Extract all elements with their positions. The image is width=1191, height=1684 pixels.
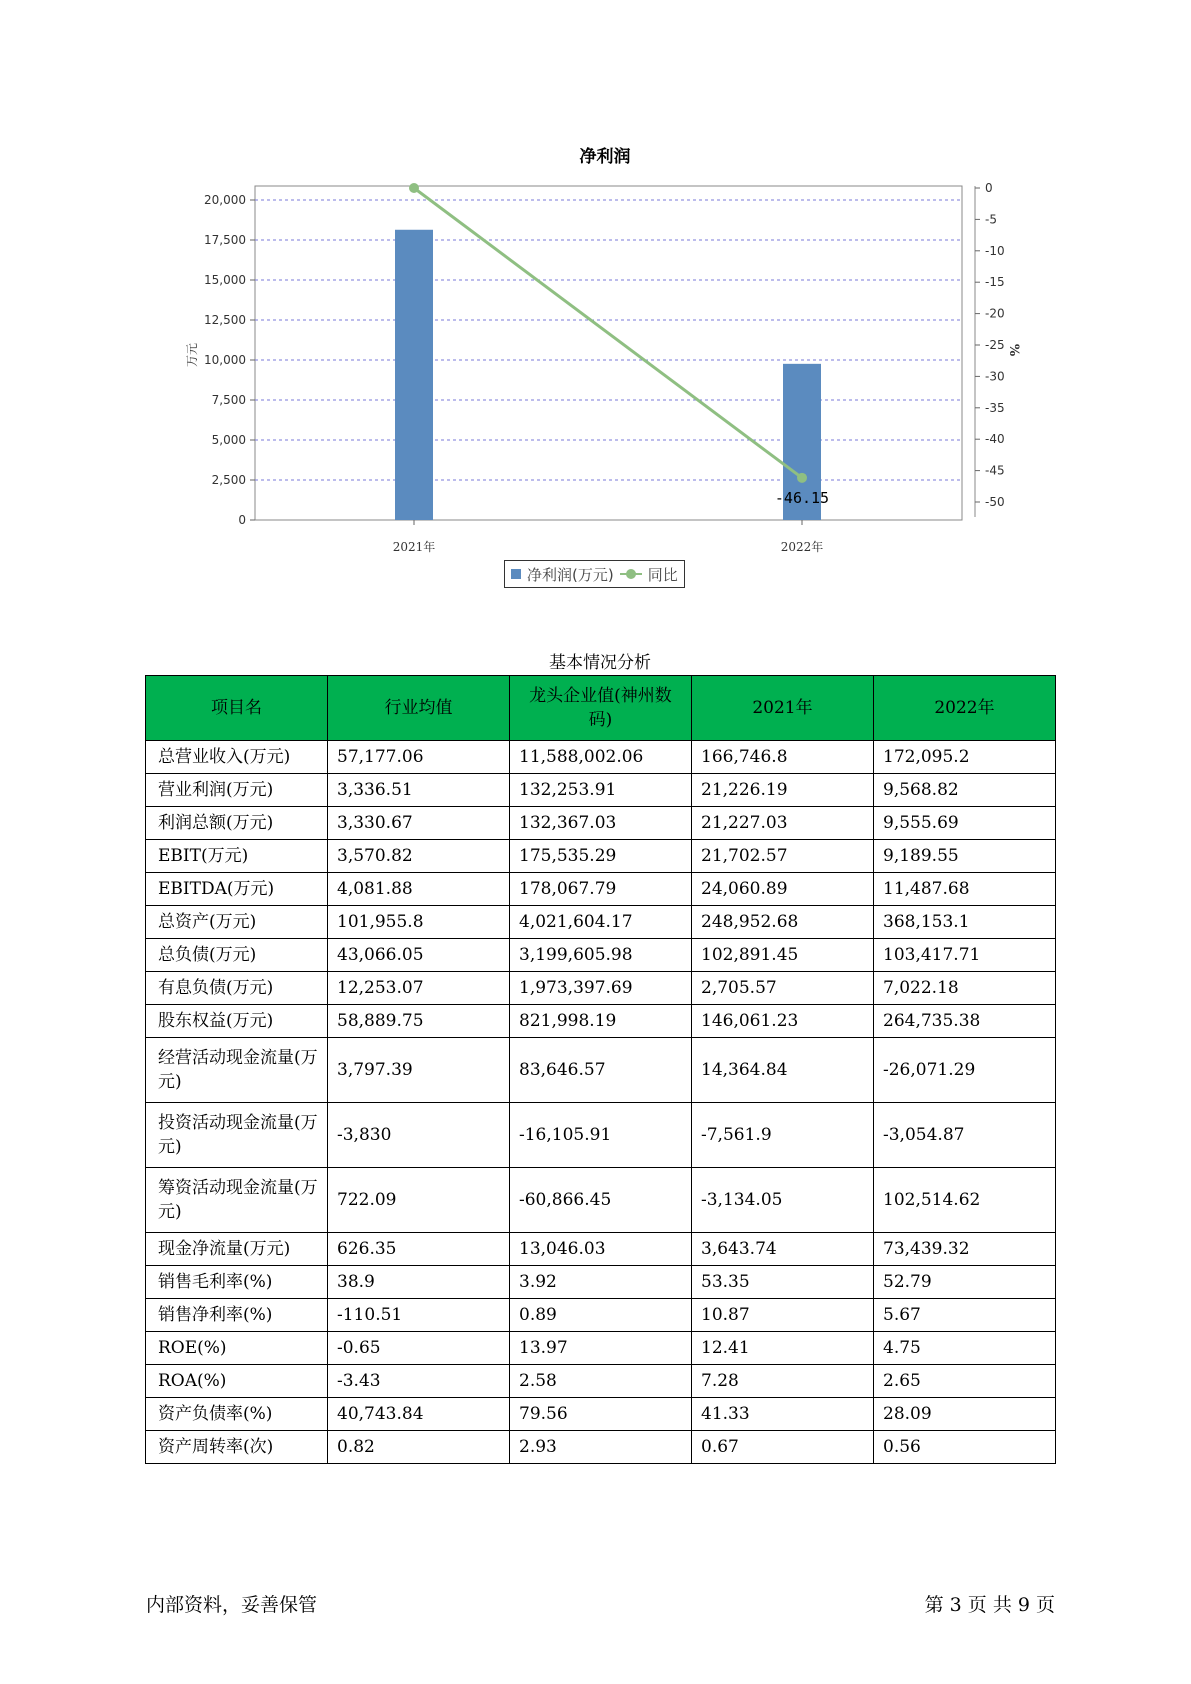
row-value: 5.67 (874, 1299, 1056, 1332)
row-value: 9,568.82 (874, 774, 1056, 807)
table-row (146, 1299, 1056, 1332)
right-tick-label: -10 (985, 243, 1005, 258)
right-tick-label: 0 (985, 181, 993, 195)
row-value: 248,952.68 (692, 906, 874, 939)
row-value: 9,555.69 (874, 807, 1056, 840)
right-tick-label: -40 (985, 432, 1005, 447)
left-tick-label: 0 (238, 513, 246, 527)
row-label: 销售净利率(%) (146, 1299, 328, 1332)
row-value: 24,060.89 (692, 873, 874, 906)
table-row (146, 906, 1056, 939)
table-row (146, 1168, 1056, 1233)
right-tick-label: -25 (985, 338, 1005, 352)
left-tick-label: 5,000 (211, 433, 246, 447)
legend-line-swatch (620, 568, 642, 580)
row-value: 0.67 (692, 1431, 874, 1464)
row-value: -16,105.91 (510, 1103, 692, 1168)
right-tick-label: -50 (985, 495, 1005, 509)
row-value: 264,735.38 (874, 1005, 1056, 1038)
table-row (146, 774, 1056, 807)
left-tick-label: 17,500 (204, 233, 246, 247)
row-label: 总营业收入(万元) (146, 741, 328, 774)
row-value: 166,746.8 (692, 741, 874, 774)
header-leader-value: 龙头企业值(神州数码) (510, 676, 692, 741)
data-label: -46.15 (774, 488, 830, 507)
x-tick-label: 2022年 (780, 540, 824, 554)
row-value: 7,022.18 (874, 972, 1056, 1005)
row-value: 2.93 (510, 1431, 692, 1464)
legend-bar-swatch (511, 569, 521, 579)
row-value: 0.82 (328, 1431, 510, 1464)
row-label: 投资活动现金流量(万元) (146, 1103, 328, 1168)
chart-legend (504, 560, 685, 588)
table-row (146, 1233, 1056, 1266)
row-value: 3,336.51 (328, 774, 510, 807)
row-value: 132,253.91 (510, 774, 692, 807)
row-value: 102,514.62 (874, 1168, 1056, 1233)
legend-line-label: 同比 (647, 565, 678, 584)
table-header-row (146, 676, 1056, 741)
row-value: 172,095.2 (874, 741, 1056, 774)
table-row (146, 873, 1056, 906)
row-label: ROE(%) (146, 1332, 328, 1365)
row-value: 3.92 (510, 1266, 692, 1299)
net-profit-chart (0, 0, 1191, 600)
row-label: 总资产(万元) (146, 906, 328, 939)
chart-canvas (0, 0, 1191, 600)
row-value: -3,134.05 (692, 1168, 874, 1233)
row-value: 4,021,604.17 (510, 906, 692, 939)
row-label: 利润总额(万元) (146, 807, 328, 840)
footer-page-number: 第 3 页 共 9 页 (924, 1594, 1055, 1616)
row-value: 3,797.39 (328, 1038, 510, 1103)
table-row (146, 807, 1056, 840)
row-value: 52.79 (874, 1266, 1056, 1299)
table-row (146, 840, 1056, 873)
row-value: 4,081.88 (328, 873, 510, 906)
table-row (146, 1038, 1056, 1103)
row-label: 营业利润(万元) (146, 774, 328, 807)
table-row (146, 1266, 1056, 1299)
row-label: 资产周转率(次) (146, 1431, 328, 1464)
row-value: 3,199,605.98 (510, 939, 692, 972)
row-value: 13.97 (510, 1332, 692, 1365)
row-value: 41.33 (692, 1398, 874, 1431)
row-label: 销售毛利率(%) (146, 1266, 328, 1299)
left-tick-label: 20,000 (204, 193, 246, 207)
row-label: 经营活动现金流量(万元) (146, 1038, 328, 1103)
row-value: 43,066.05 (328, 939, 510, 972)
row-value: -3,054.87 (874, 1103, 1056, 1168)
row-label: 筹资活动现金流量(万元) (146, 1168, 328, 1233)
row-value: -26,071.29 (874, 1038, 1056, 1103)
basic-analysis-table (145, 675, 1056, 1464)
row-value: -3.43 (328, 1365, 510, 1398)
header-item-name: 项目名 (146, 676, 328, 741)
row-label: 有息负债(万元) (146, 972, 328, 1005)
right-tick-label: -35 (985, 400, 1005, 415)
table-row (146, 1398, 1056, 1431)
row-value: 368,153.1 (874, 906, 1056, 939)
table-row (146, 1005, 1056, 1038)
bar (395, 230, 433, 520)
row-value: 14,364.84 (692, 1038, 874, 1103)
left-tick-label: 12,500 (204, 313, 246, 327)
row-value: 21,702.57 (692, 840, 874, 873)
table-caption: 基本情况分析 (549, 653, 651, 673)
row-value: 722.09 (328, 1168, 510, 1233)
row-label: EBITDA(万元) (146, 873, 328, 906)
row-value: 7.28 (692, 1365, 874, 1398)
row-value: 3,643.74 (692, 1233, 874, 1266)
left-tick-label: 2,500 (211, 473, 246, 487)
line-point (409, 183, 419, 193)
row-value: 79.56 (510, 1398, 692, 1431)
row-value: 73,439.32 (874, 1233, 1056, 1266)
row-value: -110.51 (328, 1299, 510, 1332)
row-value: 0.56 (874, 1431, 1056, 1464)
row-label: 现金净流量(万元) (146, 1233, 328, 1266)
left-tick-label: 15,000 (204, 273, 246, 287)
chart-title: 净利润 (579, 147, 631, 167)
left-axis-label: 万元 (185, 342, 199, 368)
row-label: ROA(%) (146, 1365, 328, 1398)
table-row (146, 1431, 1056, 1464)
header-industry-avg: 行业均值 (328, 676, 510, 741)
row-value: 1,973,397.69 (510, 972, 692, 1005)
row-value: 38.9 (328, 1266, 510, 1299)
row-value: 83,646.57 (510, 1038, 692, 1103)
row-value: 2.65 (874, 1365, 1056, 1398)
right-tick-label: -5 (985, 212, 997, 227)
row-value: 9,189.55 (874, 840, 1056, 873)
row-value: -3,830 (328, 1103, 510, 1168)
table-row (146, 972, 1056, 1005)
row-value: 11,487.68 (874, 873, 1056, 906)
row-value: 3,330.67 (328, 807, 510, 840)
row-value: 12.41 (692, 1332, 874, 1365)
table-row (146, 1332, 1056, 1365)
legend-bar-label: 净利润(万元) (527, 565, 614, 584)
series-line (414, 188, 802, 478)
row-value: 21,227.03 (692, 807, 874, 840)
row-value: 101,955.8 (328, 906, 510, 939)
right-tick-label: -30 (985, 369, 1005, 384)
left-tick-label: 10,000 (204, 353, 246, 367)
row-value: 4.75 (874, 1332, 1056, 1365)
row-value: -60,866.45 (510, 1168, 692, 1233)
right-tick-label: -20 (985, 306, 1005, 321)
plot-frame (255, 186, 962, 520)
table-row (146, 1365, 1056, 1398)
row-value: 13,046.03 (510, 1233, 692, 1266)
row-value: 10.87 (692, 1299, 874, 1332)
row-value: 178,067.79 (510, 873, 692, 906)
row-value: 57,177.06 (328, 741, 510, 774)
row-label: 股东权益(万元) (146, 1005, 328, 1038)
row-value: -0.65 (328, 1332, 510, 1365)
footer-confidential: 内部资料，妥善保管 (146, 1594, 318, 1616)
row-value: 58,889.75 (328, 1005, 510, 1038)
table-row (146, 1103, 1056, 1168)
header-2022: 2022年 (874, 676, 1056, 741)
right-axis-label: % (1006, 343, 1021, 357)
row-value: 146,061.23 (692, 1005, 874, 1038)
row-value: 0.89 (510, 1299, 692, 1332)
row-value: 2.58 (510, 1365, 692, 1398)
table-row (146, 741, 1056, 774)
row-value: 28.09 (874, 1398, 1056, 1431)
row-value: 53.35 (692, 1266, 874, 1299)
row-label: 总负债(万元) (146, 939, 328, 972)
row-label: EBIT(万元) (146, 840, 328, 873)
row-value: 821,998.19 (510, 1005, 692, 1038)
row-value: 102,891.45 (692, 939, 874, 972)
row-value: 626.35 (328, 1233, 510, 1266)
table-row (146, 939, 1056, 972)
row-value: 3,570.82 (328, 840, 510, 873)
x-tick-label: 2021年 (392, 540, 436, 554)
header-2021: 2021年 (692, 676, 874, 741)
right-tick-label: -45 (985, 463, 1005, 478)
row-value: 21,226.19 (692, 774, 874, 807)
row-value: -7,561.9 (692, 1103, 874, 1168)
row-value: 103,417.71 (874, 939, 1056, 972)
right-tick-label: -15 (985, 275, 1005, 290)
row-value: 2,705.57 (692, 972, 874, 1005)
row-label: 资产负债率(%) (146, 1398, 328, 1431)
row-value: 40,743.84 (328, 1398, 510, 1431)
left-tick-label: 7,500 (211, 393, 246, 407)
row-value: 132,367.03 (510, 807, 692, 840)
row-value: 11,588,002.06 (510, 741, 692, 774)
line-point (797, 473, 807, 483)
row-value: 175,535.29 (510, 840, 692, 873)
row-value: 12,253.07 (328, 972, 510, 1005)
